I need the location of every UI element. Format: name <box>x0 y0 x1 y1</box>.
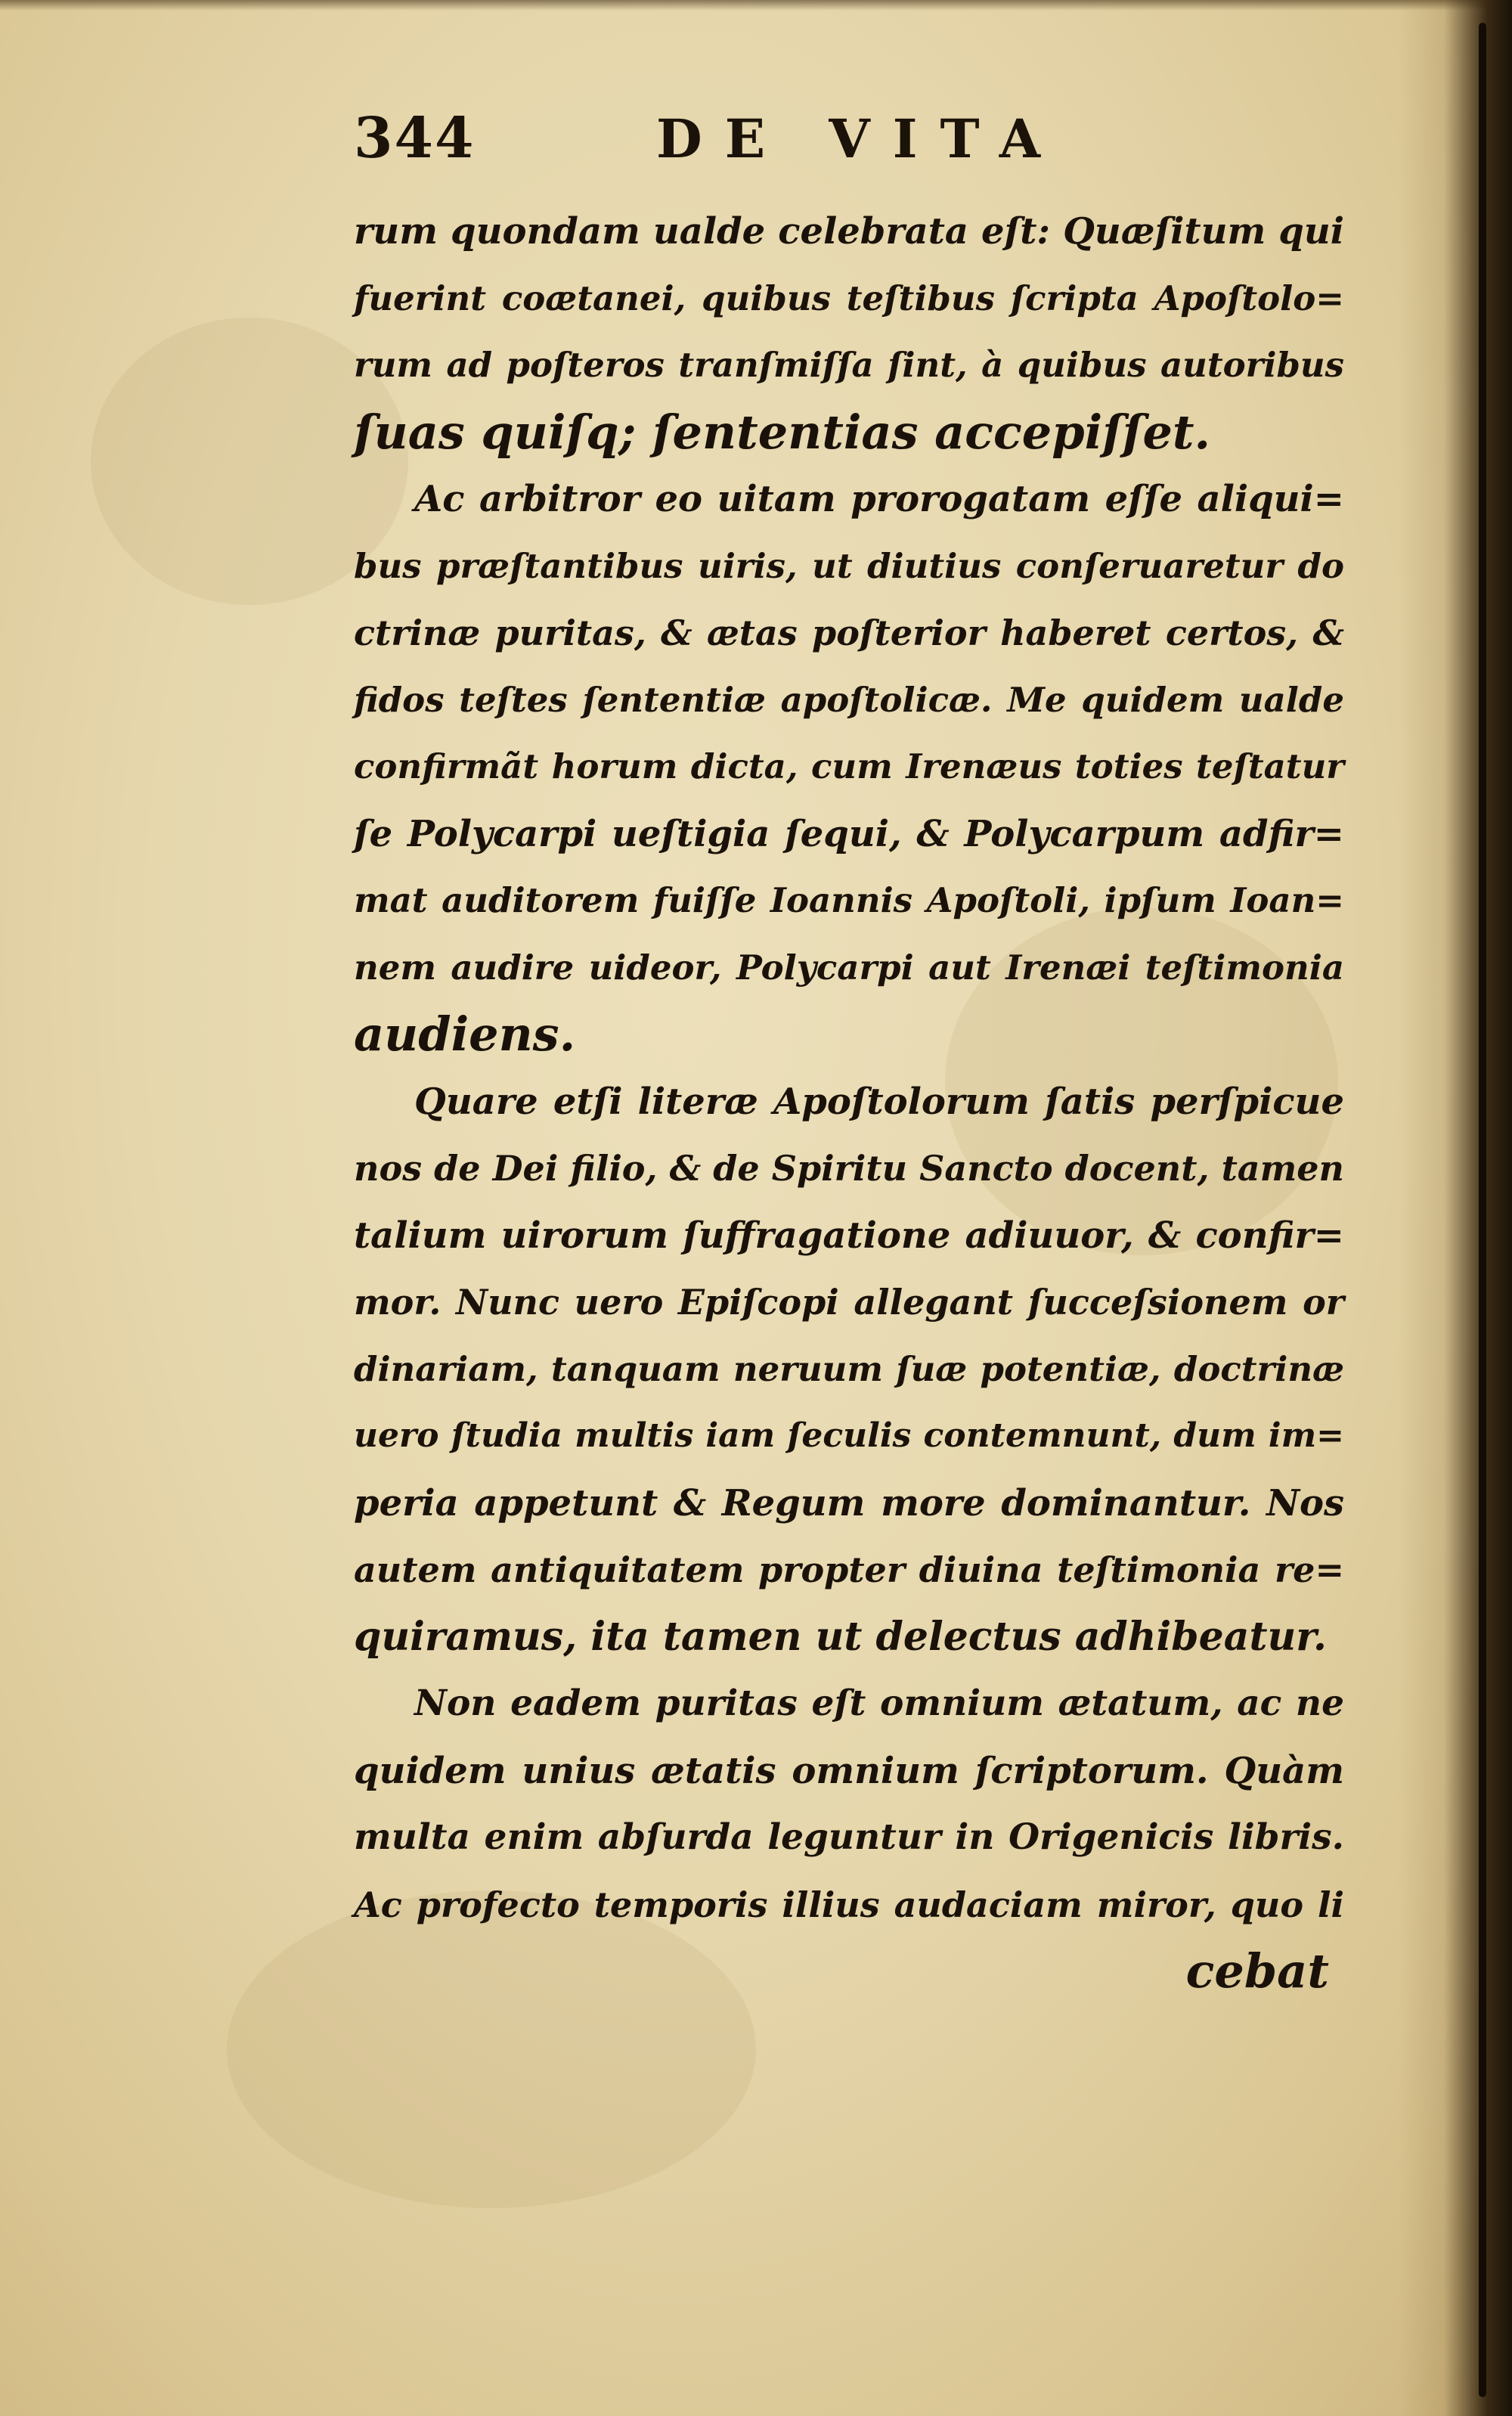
text-line: Non eadem puritas eſt omnium ætatum, ac ne <box>414 1683 1344 1724</box>
text-line: Quare etſi literæ Apoſtolorum ſatis perſpicue <box>414 1080 1344 1123</box>
text-line: multa enim abſurda leguntur in Origenicis libris. <box>354 1816 1344 1858</box>
text-line: rum ad poſteros tranſmiſſa ſint, à quibus autoribus <box>354 345 1344 385</box>
catchword: cebat <box>1185 1943 1329 1999</box>
text-line: quidem unius ætatis omnium ſcriptorum. Quàm <box>354 1749 1344 1792</box>
text-line: Ac profecto temporis illius audaciam miror, quo li <box>354 1884 1344 1925</box>
text-line: fidos teſtes ſententiæ apoſtolicæ. Me quidem ualde <box>354 679 1344 720</box>
text-line: fuerint coætanei, quibus teſtibus ſcripta Apoſtolo= <box>354 278 1344 318</box>
text-line: nem audire uideor, Polycarpi aut Irenæi teſtimonia <box>354 947 1344 988</box>
text-line: Ac arbitror eo uitam prorogatam eſſe aliqui= <box>414 478 1344 520</box>
text-line: uero ſtudia multis iam ſeculis contemnunt, dum im= <box>354 1416 1344 1455</box>
body-text <box>354 198 1344 2005</box>
text-line: ſuas quiſq; ſententias accepiſſet. <box>354 404 1211 460</box>
text-line: nos de Dei filio, & de Spiritu Sancto docent, tamen <box>354 1148 1344 1189</box>
text-line: autem antiquitatem propter diuina teſtimonia re= <box>354 1549 1344 1590</box>
text-line: bus præſtantibus uiris, ut diutius conſeruaretur do <box>354 545 1344 586</box>
text-line: dinariam, tanquam neruum ſuæ potentiæ, doctrinæ <box>354 1348 1344 1389</box>
text-line: confirmãt horum dicta, cum Irenæus toties teſtatur <box>354 746 1344 786</box>
page-header <box>354 106 1352 181</box>
text-line: ctrinæ puritas, & ætas poſterior haberet certos, & <box>354 613 1344 653</box>
text-line: mat auditorem fuiſſe Ioannis Apoſtoli, ipſum Ioan= <box>354 880 1344 920</box>
text-line: mor. Nunc uero Epiſcopi allegant ſucceſsionem or <box>354 1282 1344 1323</box>
text-line: quiramus, ita tamen ut delectus adhibeatur. <box>354 1613 1327 1660</box>
text-line: talium uirorum ſuffragatione adiuuor, & confir= <box>354 1214 1344 1257</box>
page-top-edge <box>0 0 1512 11</box>
text-line: audiens. <box>354 1006 576 1062</box>
text-line: ſe Polycarpi ueſtigia ſequi, & Polycarpum adfir= <box>354 812 1344 855</box>
text-line: rum quondam ualde celebrata eſt: Quæſitum qui <box>354 210 1344 253</box>
running-head: DE VITA <box>656 107 1064 170</box>
binding-shadow-line <box>1479 23 1486 2397</box>
binding-gutter <box>1399 0 1512 2416</box>
text-line: peria appetunt & Regum more dominantur. Nos <box>354 1481 1344 1524</box>
page-number: 344 <box>354 106 476 171</box>
